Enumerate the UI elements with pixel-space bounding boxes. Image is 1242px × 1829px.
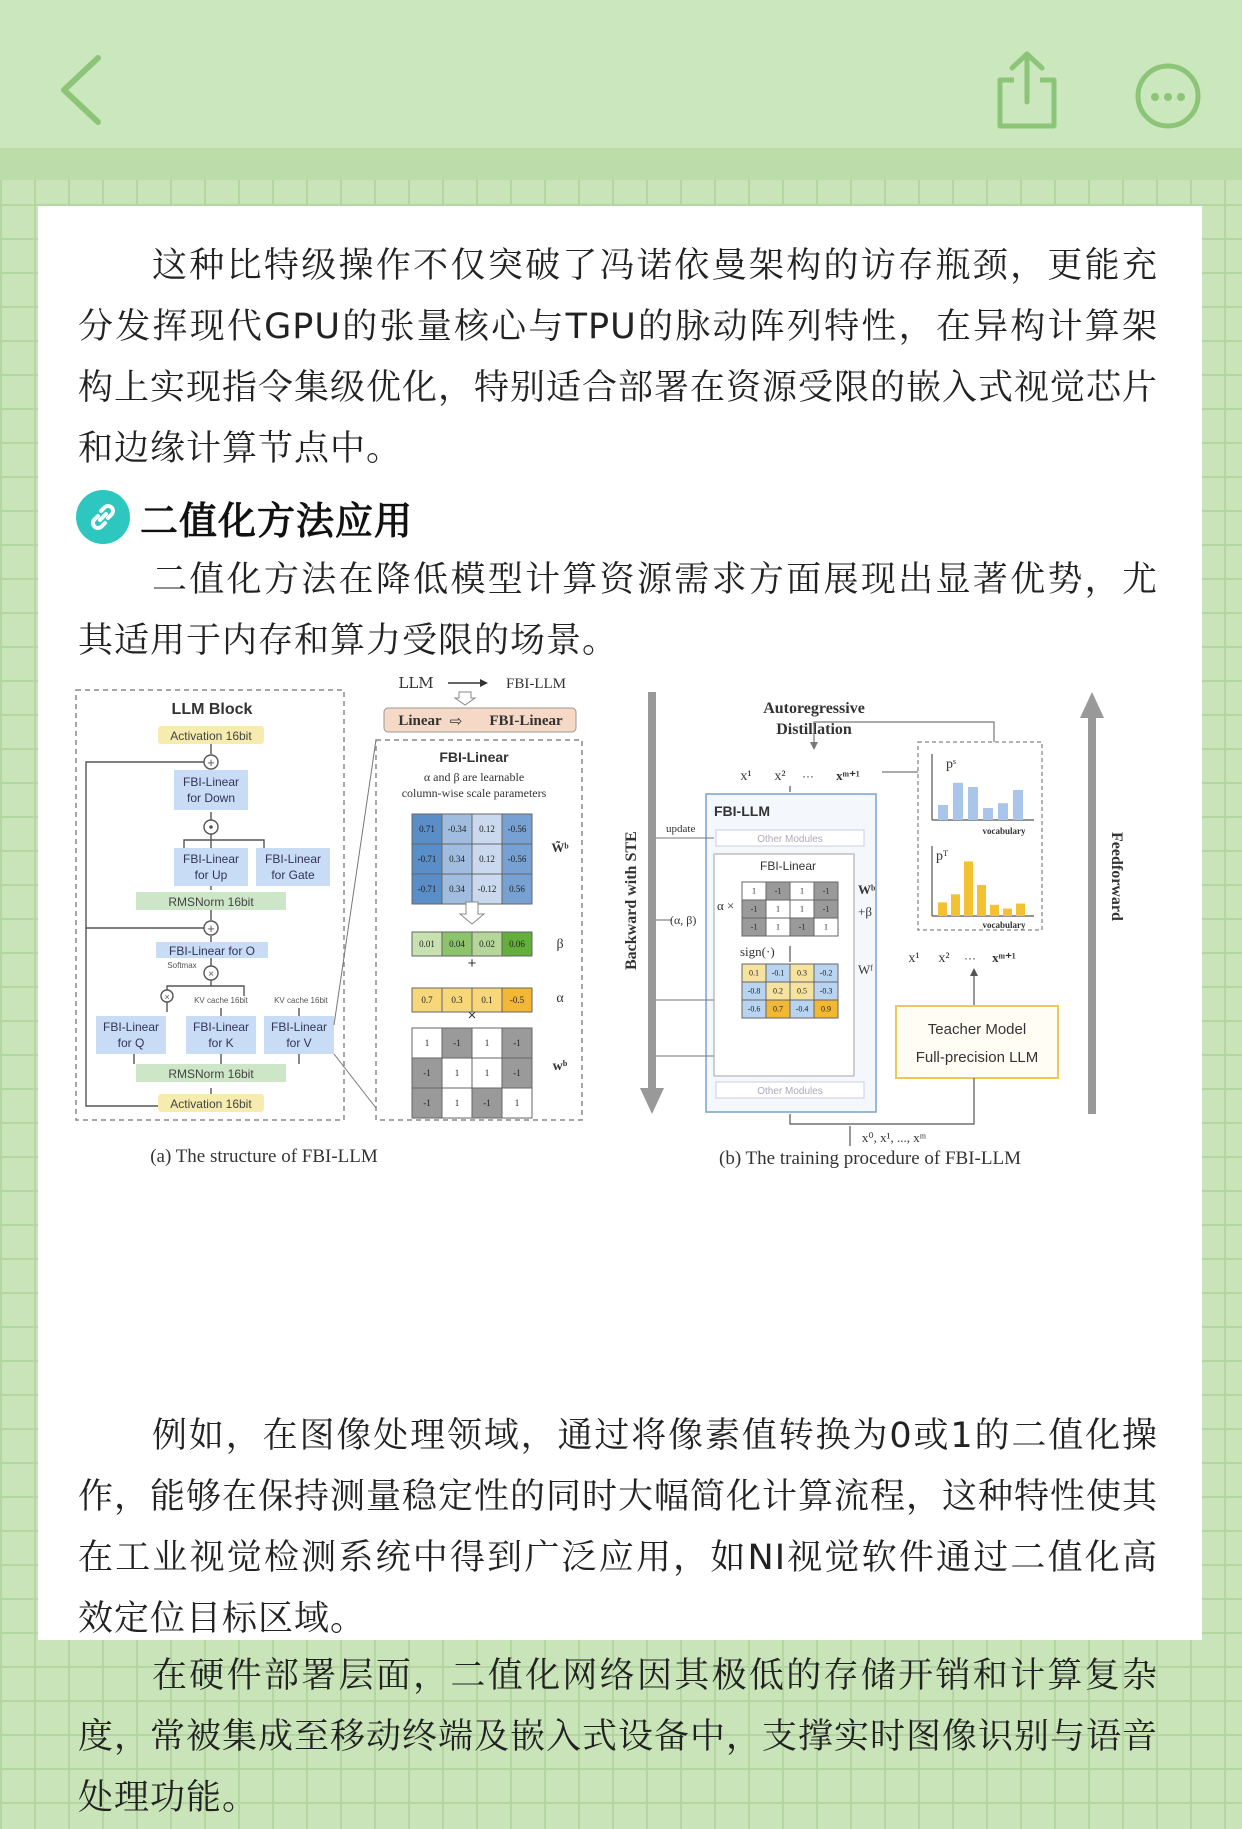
student-wb-value: -1 — [822, 886, 830, 896]
fbi-gate-label-1: FBI-Linear — [264, 852, 322, 866]
vocabulary-label-1: vocabulary — [982, 826, 1026, 836]
wf-value: -0.1 — [771, 968, 785, 978]
student-prob-bar — [1013, 790, 1023, 820]
student-prob-bar — [938, 805, 948, 820]
more-button[interactable] — [1134, 62, 1202, 130]
teacher-x1-label: x¹ — [908, 951, 920, 966]
wb-matrix — [412, 1028, 532, 1118]
teacher-prob-bar — [964, 861, 973, 916]
activation-top-label: Activation 16bit — [170, 729, 252, 743]
share-button[interactable] — [996, 50, 1058, 130]
llm-label: LLM — [398, 674, 434, 692]
student-prob-bar — [953, 783, 963, 820]
w-tilde-value: 0.12 — [479, 854, 495, 864]
backward-arrow-shaft — [648, 692, 656, 1092]
wb-value: 1 — [484, 1038, 490, 1048]
student-prob-bar — [968, 787, 978, 820]
fbi-linear-box-label: FBI-Linear — [489, 713, 563, 729]
feedforward-arrow-head — [1080, 692, 1104, 718]
teacher-x2-label: x² — [938, 951, 950, 966]
student-prob-bar — [998, 803, 1008, 820]
wf-value: 0.3 — [797, 968, 807, 978]
wb-value: -1 — [513, 1038, 521, 1048]
section-heading-text: 二值化方法应用 — [140, 498, 414, 543]
update-label: update — [666, 823, 696, 835]
feedforward-label: Feedforward — [1108, 832, 1125, 921]
fbi-v-label-2: for V — [286, 1036, 312, 1050]
wf-value: -0.2 — [819, 968, 833, 978]
student-wb-value: -1 — [750, 922, 758, 932]
fbi-down-label-1: FBI-Linear — [182, 775, 240, 789]
teacher-prob-bar — [938, 902, 947, 916]
ps-label: pˢ — [946, 757, 956, 772]
beta-value: 0.01 — [419, 939, 435, 949]
plus-sign: + — [467, 955, 477, 972]
w-tilde-value: -0.56 — [507, 854, 527, 864]
wf-value: 0.7 — [773, 1004, 783, 1014]
wf-value: -0.6 — [747, 1004, 761, 1014]
w-tilde-value: 0.34 — [449, 854, 465, 864]
x2-label: x² — [774, 769, 786, 784]
alpha-value: 0.7 — [421, 995, 433, 1005]
teacher-prob-bar — [990, 905, 999, 916]
fbi-llm-model-label: FBI-LLM — [714, 803, 770, 819]
fbi-q-label-2: for Q — [117, 1036, 145, 1050]
student-wb-value: -1 — [798, 922, 806, 932]
student-wb-value: 1 — [776, 922, 780, 932]
alpha-value: 0.1 — [481, 995, 493, 1005]
fbi-v-label-1: FBI-Linear — [270, 1020, 328, 1034]
w-tilde-value: 0.71 — [419, 824, 435, 834]
autoregressive-label-2: Distillation — [776, 721, 852, 738]
svg-text:+: + — [207, 921, 215, 936]
student-wb-label: Wᵇ — [858, 882, 876, 897]
student-wb-value: 1 — [800, 904, 804, 914]
teacher-model-box — [896, 1006, 1058, 1078]
wf-label: Wᶠ — [858, 962, 873, 977]
w-tilde-value: -0.34 — [447, 824, 467, 834]
backward-arrow-head — [640, 1088, 664, 1114]
beta-value: 0.04 — [449, 939, 465, 949]
w-tilde-value: -0.71 — [417, 854, 437, 864]
teacher-prob-bar — [1003, 909, 1012, 916]
teacher-xm1-label: xᵐ⁺¹ — [992, 950, 1016, 965]
arrow-right-icon: ⇨ — [449, 713, 463, 730]
student-wb-value: 1 — [776, 904, 780, 914]
backward-label: Backward with STE — [623, 831, 640, 970]
kv-cache-k-label: KV cache 16bit — [194, 996, 248, 1005]
note-line-1: α and β are learnable — [423, 770, 525, 784]
fbi-down-label-2: for Down — [186, 791, 236, 805]
other-modules-top-label: Other Modules — [757, 834, 823, 845]
beta-value: 0.06 — [509, 939, 525, 949]
alpha-label: α — [556, 991, 564, 1006]
down-arrow-icon — [455, 692, 475, 705]
teacher-prob-bar — [951, 894, 960, 916]
caption-b: (b) The training procedure of FBI-LLM — [719, 1148, 1021, 1169]
wb-value: -1 — [423, 1098, 431, 1108]
wb-value: 1 — [454, 1098, 460, 1108]
xm1-label: xᵐ⁺¹ — [836, 768, 860, 783]
fbi-k-label-1: FBI-Linear — [192, 1020, 250, 1034]
share-icon — [996, 50, 1058, 130]
svg-text:×: × — [208, 969, 214, 980]
x1-label: x¹ — [740, 769, 752, 784]
link-icon — [76, 490, 130, 544]
llm-block-title: LLM Block — [171, 701, 253, 718]
alpha-beta-label: (α, β) — [670, 913, 697, 927]
wf-value: 0.1 — [749, 968, 759, 978]
wf-value: 0.2 — [773, 986, 783, 996]
student-wb-value: -1 — [822, 904, 830, 914]
student-distribution-bars — [938, 783, 1023, 820]
wb-value: -1 — [483, 1098, 491, 1108]
wb-value: -1 — [453, 1038, 461, 1048]
times-sign: × — [467, 1007, 477, 1024]
fbi-o-label: FBI-Linear for O — [168, 944, 256, 958]
wb-label: wᵇ — [552, 1059, 568, 1074]
teacher-label-2: Full-precision LLM — [915, 1049, 1039, 1066]
fbi-gate-label-2: for Gate — [271, 868, 315, 882]
vocabulary-label-2: vocabulary — [982, 920, 1026, 930]
wb-value: 1 — [484, 1068, 490, 1078]
content-card — [38, 206, 1202, 1818]
wb-value: -1 — [423, 1068, 431, 1078]
student-prob-bar — [983, 808, 993, 820]
softmax-label: Softmax — [167, 961, 197, 970]
w-tilde-matrix — [412, 814, 532, 904]
kv-cache-v-label: KV cache 16bit — [274, 996, 328, 1005]
plus-beta-label: +β — [858, 904, 872, 919]
w-tilde-value: -0.71 — [417, 884, 437, 894]
nav-divider — [0, 148, 1242, 180]
student-wb-value: -1 — [750, 904, 758, 914]
fbi-q-label-1: FBI-Linear — [102, 1020, 160, 1034]
wb-value: 1 — [514, 1098, 520, 1108]
svg-text:+: + — [207, 755, 215, 770]
student-wb-value: 1 — [824, 922, 828, 932]
beta-label: β — [556, 937, 564, 952]
wb-value: -1 — [513, 1068, 521, 1078]
wf-value: -0.4 — [795, 1004, 809, 1014]
wf-value: -0.8 — [747, 986, 761, 996]
feedforward-arrow-shaft — [1088, 714, 1096, 1114]
student-wb-matrix — [742, 882, 838, 936]
back-button[interactable] — [56, 52, 116, 128]
note-line-2: column-wise scale parameters — [401, 786, 547, 800]
sign-label: sign(·) — [740, 944, 775, 959]
paragraph-3: 例如，在图像处理领域，通过将像素值转换为0或1的二值化操作，能够在保持测量稳定性的同时大幅简化计算流程，这种特性使其在工业视觉检测系统中得到广泛应用，如NI视觉软件通过二值化高效定位目标区域。 — [78, 1416, 1159, 1639]
fbi-linear-title: FBI-Linear — [439, 749, 509, 765]
wf-matrix — [742, 964, 838, 1018]
fbi-linear-inner-label: FBI-Linear — [759, 859, 817, 873]
autoregressive-label-1: Autoregressive — [763, 700, 865, 717]
fbi-up-label-1: FBI-Linear — [182, 852, 240, 866]
beta-vector — [412, 932, 532, 956]
beta-value: 0.02 — [479, 939, 495, 949]
fbi-k-label-2: for K — [208, 1036, 234, 1050]
wb-value: 1 — [454, 1068, 460, 1078]
fbi-llm-label: FBI-LLM — [506, 676, 566, 692]
w-tilde-value: 0.12 — [479, 824, 495, 834]
more-dots-icon — [1134, 62, 1202, 130]
linear-label: Linear — [398, 713, 442, 729]
teacher-distribution-bars — [938, 861, 1025, 916]
wf-value: 0.9 — [821, 1004, 831, 1014]
fbi-llm-figure — [74, 670, 1170, 1396]
teacher-dots-label: ··· — [964, 951, 976, 965]
pt-label: pᵀ — [936, 849, 949, 864]
zoom-line-2 — [334, 1054, 376, 1108]
up-arrow-icon — [460, 902, 484, 924]
section-heading — [76, 490, 413, 544]
teacher-label-1: Teacher Model — [927, 1021, 1027, 1038]
dots-label: ··· — [802, 769, 814, 783]
input-sequence-label: x⁰, x¹, ..., xᵐ — [861, 1130, 927, 1145]
fbi-up-label-2: for Up — [194, 868, 228, 882]
wb-value: 1 — [424, 1038, 430, 1048]
wf-value: -0.3 — [819, 986, 833, 996]
rmsnorm-2-label: RMSNorm 16bit — [168, 1067, 254, 1081]
teacher-prob-bar — [1016, 904, 1025, 916]
chevron-left-icon — [56, 52, 116, 128]
alpha-times-label: α × — [717, 898, 735, 913]
w-tilde-value: 0.56 — [509, 884, 525, 894]
paragraph-4: 在硬件部署层面，二值化网络因其极低的存储开销和计算复杂度，常被集成至移动终端及嵌入式设备中，支撑实时图像识别与语音处理功能。 — [78, 1656, 1159, 1818]
w-tilde-value: -0.56 — [507, 824, 527, 834]
alpha-value: 0.3 — [451, 995, 463, 1005]
w-tilde-label: W̃ᵇ — [551, 840, 569, 855]
paragraph-2: 二值化方法在降低模型计算资源需求方面展现出显著优势，尤其适用于内存和算力受限的场景。 — [78, 560, 1158, 661]
svg-text:×: × — [164, 992, 170, 1002]
student-wb-value: -1 — [774, 886, 782, 896]
activation-bottom-label: Activation 16bit — [170, 1097, 252, 1111]
student-wb-value: 1 — [800, 886, 804, 896]
paragraph-1: 这种比特级操作不仅突破了冯诺依曼架构的访存瓶颈，更能充分发挥现代GPU的张量核心与TPU的脉动阵列特性，在异构计算架构上实现指令集级优化，特别适合部署在资源受限的嵌入式视觉芯片和边缘计算节点中。 — [78, 246, 1159, 469]
rmsnorm-1-label: RMSNorm 16bit — [168, 895, 254, 909]
caption-a: (a) The structure of FBI-LLM — [150, 1146, 378, 1167]
student-wb-value: 1 — [752, 886, 756, 896]
zoom-line-1 — [334, 740, 376, 1025]
alpha-value: -0.5 — [509, 995, 525, 1005]
other-modules-bottom-label: Other Modules — [757, 1086, 823, 1097]
w-tilde-value: 0.34 — [449, 884, 465, 894]
teacher-prob-bar — [977, 885, 986, 916]
wf-value: 0.5 — [797, 986, 807, 996]
w-tilde-value: -0.12 — [477, 884, 497, 894]
